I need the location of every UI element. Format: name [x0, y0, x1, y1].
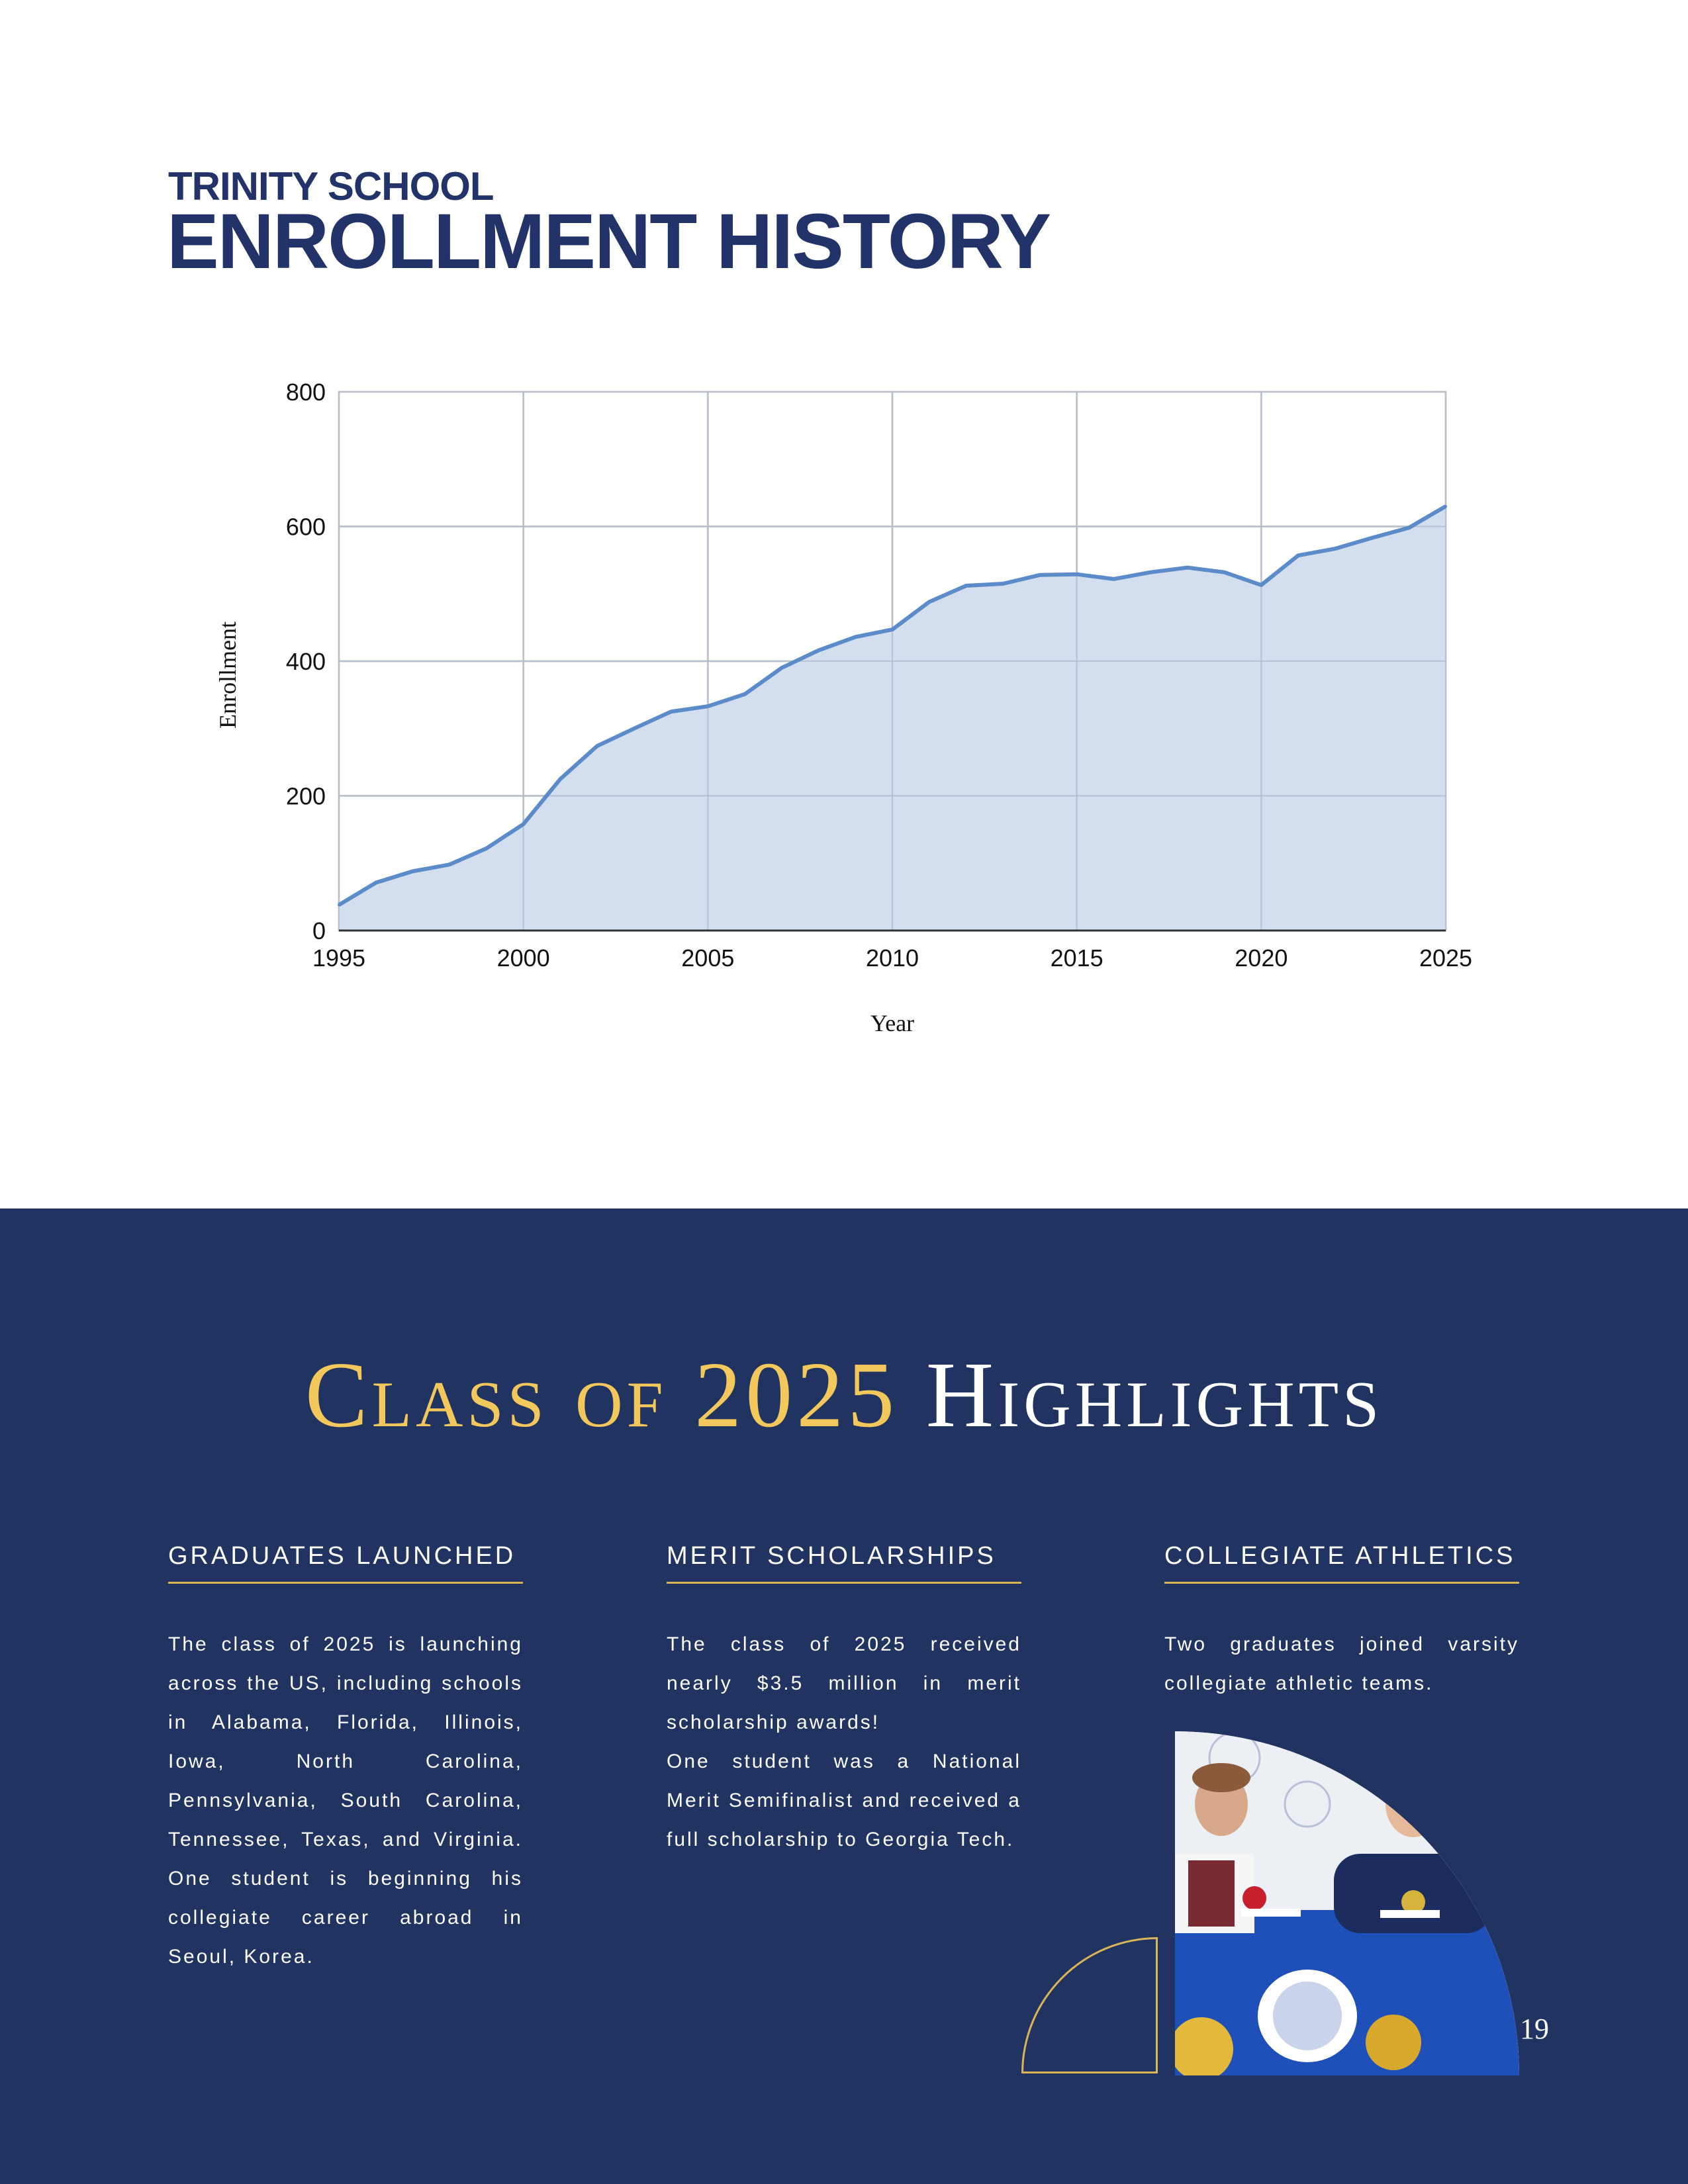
x-tick-label: 2025 [1419, 944, 1473, 972]
data-point [1297, 554, 1299, 557]
x-tick-label: 2010 [865, 944, 919, 972]
data-point [411, 870, 414, 872]
data-point [891, 628, 894, 631]
data-point [1149, 571, 1152, 574]
scholarships-paragraph-2: One student was a National Merit Semifinalist and received a full scholarship to Georgia Tech. [667, 1751, 1021, 1850]
scholarships-heading: MERIT SCHOLARSHIPS [667, 1543, 1021, 1584]
graduates-text [168, 1625, 523, 1976]
data-point [1039, 574, 1041, 576]
y-tick-label: 200 [285, 782, 326, 810]
data-point [338, 903, 340, 906]
y-tick-label: 800 [285, 379, 326, 406]
data-point [375, 882, 377, 884]
decorative-quarter-circle [1021, 1937, 1158, 2073]
athletics-column [1164, 1543, 1519, 1703]
data-point [1334, 547, 1336, 550]
x-tick-label: 1995 [312, 944, 366, 972]
graduates-column [168, 1543, 523, 1976]
data-point [1076, 573, 1078, 576]
scholarships-paragraph-1: The class of 2025 received nearly $3.5 million in merit scholarship awards! [667, 1633, 1021, 1733]
data-point [1260, 584, 1262, 586]
y-tick-label: 0 [312, 917, 326, 944]
graduates-paragraph: The class of 2025 is launching across the US, including schools in Alabama, Florida, Illinois, Iowa, North Carolina, Pennsylvania, South Carolina, Tennessee, Texas, and Virginia. One student is beginning his collegiate career abroad in Seoul, Korea. [168, 1633, 523, 1968]
data-point [522, 823, 525, 825]
data-point [1444, 505, 1447, 508]
data-point [1112, 578, 1115, 580]
page-title: ENROLLMENT HISTORY [167, 198, 1051, 285]
athletics-heading: COLLEGIATE ATHLETICS [1164, 1543, 1519, 1584]
highlights-title-gold: Class of 2025 [305, 1342, 899, 1447]
data-point [1371, 537, 1374, 539]
athletics-paragraph: Two graduates joined varsity collegiate athletic teams. [1164, 1633, 1519, 1694]
scholarships-column [667, 1543, 1021, 1859]
page-number: 19 [1520, 2013, 1549, 2045]
x-tick-label: 2015 [1050, 944, 1103, 972]
scholarships-text [667, 1625, 1021, 1859]
data-point [633, 727, 635, 730]
graduates-heading: GRADUATES LAUNCHED [168, 1543, 523, 1584]
data-point [448, 863, 451, 866]
data-point [1407, 527, 1410, 529]
data-point [706, 705, 709, 707]
data-point [1002, 582, 1004, 585]
data-point [964, 584, 967, 587]
school-name: TRINITY SCHOOL [168, 164, 494, 208]
data-point [596, 745, 598, 747]
athletics-text [1164, 1625, 1519, 1703]
data-point [1186, 567, 1189, 569]
data-point [670, 710, 673, 713]
data-point [743, 693, 746, 696]
data-point [854, 635, 857, 638]
y-tick-label: 600 [285, 513, 326, 541]
x-tick-label: 2005 [681, 944, 735, 972]
signing-day-photo [1175, 1731, 1519, 2075]
highlights-title-white: Highlights [925, 1342, 1383, 1447]
data-point [818, 649, 820, 652]
x-tick-label: 2000 [496, 944, 550, 972]
highlights-title [0, 1342, 1688, 1447]
data-point [1223, 571, 1226, 574]
data-point [780, 666, 783, 669]
data-point [928, 600, 931, 603]
y-axis-title: Enrollment [214, 621, 241, 729]
x-axis-title: Year [870, 1010, 915, 1036]
x-tick-label: 2020 [1235, 944, 1288, 972]
highlights-section [0, 1208, 1688, 2184]
y-tick-label: 400 [285, 648, 326, 675]
data-point [485, 847, 488, 850]
data-point [559, 778, 561, 780]
